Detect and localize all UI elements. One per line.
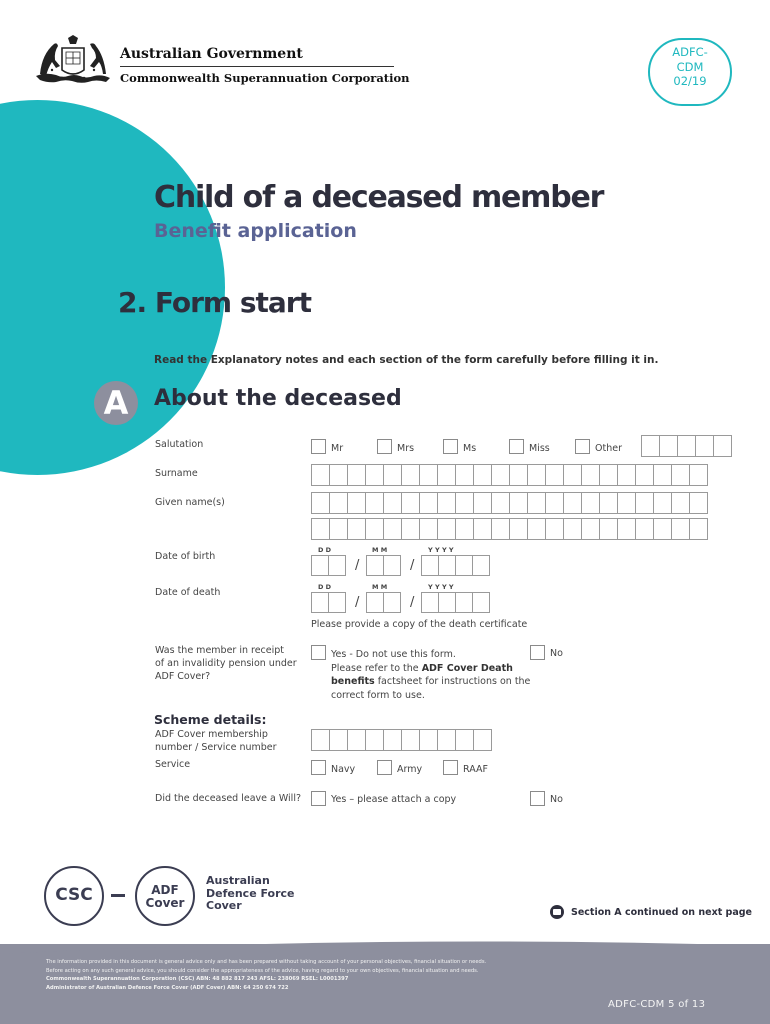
- character-box[interactable]: [455, 729, 474, 751]
- character-box[interactable]: [689, 464, 708, 486]
- section-badge: A: [94, 381, 138, 425]
- page-title: Child of a deceased member: [154, 180, 604, 215]
- character-box[interactable]: [329, 492, 348, 514]
- character-box[interactable]: [635, 518, 654, 540]
- coat-of-arms-icon: [32, 34, 114, 86]
- salutation-miss-checkbox[interactable]: [509, 439, 524, 454]
- character-box[interactable]: [473, 729, 492, 751]
- character-box[interactable]: [383, 492, 402, 514]
- character-box[interactable]: [563, 492, 582, 514]
- character-box[interactable]: [641, 435, 660, 457]
- dod-month-input[interactable]: [366, 592, 400, 613]
- character-box[interactable]: [401, 729, 420, 751]
- form-code-line: 02/19: [673, 74, 707, 88]
- dob-year-input[interactable]: [421, 555, 489, 576]
- service-army-label: Army: [397, 764, 423, 775]
- character-box[interactable]: [347, 492, 366, 514]
- character-box[interactable]: [545, 492, 564, 514]
- character-box[interactable]: [438, 555, 456, 576]
- continued-notice: [550, 905, 752, 919]
- character-box[interactable]: [311, 729, 330, 751]
- factsheet-link[interactable]: benefits: [331, 676, 375, 687]
- dod-day-hint: D D: [318, 583, 332, 591]
- invalidity-no-label: No: [550, 648, 563, 659]
- character-box[interactable]: [659, 435, 678, 457]
- character-box[interactable]: [383, 592, 401, 613]
- character-box[interactable]: [653, 464, 672, 486]
- character-box[interactable]: [527, 464, 546, 486]
- service-navy-label: Navy: [331, 764, 356, 775]
- character-box[interactable]: [473, 492, 492, 514]
- character-box[interactable]: [419, 492, 438, 514]
- character-box[interactable]: [421, 555, 439, 576]
- character-box[interactable]: [419, 464, 438, 486]
- dob-month-hint: M M: [372, 546, 388, 554]
- date-separator: /: [410, 558, 415, 573]
- character-box[interactable]: [455, 492, 474, 514]
- continued-text: Section A continued on next page: [571, 906, 753, 918]
- continue-arrow-icon: [550, 905, 564, 919]
- character-box[interactable]: [689, 518, 708, 540]
- character-box[interactable]: [437, 518, 456, 540]
- salutation-ms-checkbox[interactable]: [443, 439, 458, 454]
- character-box[interactable]: [366, 555, 384, 576]
- dod-day-input[interactable]: [311, 592, 345, 613]
- character-box[interactable]: [472, 555, 490, 576]
- note-text: correct form to use.: [331, 689, 425, 701]
- surname-label: Surname: [155, 468, 198, 479]
- character-box[interactable]: [599, 464, 618, 486]
- will-label: Did the deceased leave a Will?: [155, 793, 302, 804]
- character-box[interactable]: [365, 492, 384, 514]
- character-box[interactable]: [473, 464, 492, 486]
- character-box[interactable]: [328, 592, 346, 613]
- dod-label: Date of death: [155, 587, 221, 598]
- footer-wave: [0, 940, 770, 954]
- character-box[interactable]: [401, 492, 420, 514]
- character-box[interactable]: [347, 464, 366, 486]
- character-box[interactable]: [563, 518, 582, 540]
- invalidity-question-line: of an invalidity pension under: [155, 658, 297, 669]
- character-box[interactable]: [695, 435, 714, 457]
- dod-year-input[interactable]: [421, 592, 489, 613]
- will-yes-checkbox[interactable]: [311, 791, 326, 806]
- character-box[interactable]: [365, 464, 384, 486]
- character-box[interactable]: [473, 518, 492, 540]
- character-box[interactable]: [401, 464, 420, 486]
- adf-wordmark-line: Defence Force: [206, 886, 295, 900]
- salutation-label: Salutation: [155, 439, 204, 450]
- membership-label-line: number / Service number: [155, 742, 277, 753]
- character-box[interactable]: [421, 592, 439, 613]
- dob-day-hint: D D: [318, 546, 332, 554]
- character-box[interactable]: [311, 518, 330, 540]
- service-raaf-label: RAAF: [463, 764, 488, 775]
- instructions-text: Read the Explanatory notes and each section of the form carefully before filling it in.: [154, 354, 659, 366]
- salutation-mr-checkbox[interactable]: [311, 439, 326, 454]
- character-box[interactable]: [383, 555, 401, 576]
- character-box[interactable]: [617, 492, 636, 514]
- invalidity-yes-note: [331, 648, 530, 702]
- character-box[interactable]: [677, 435, 696, 457]
- character-box[interactable]: [383, 729, 402, 751]
- disclaimer: [46, 958, 486, 992]
- character-box[interactable]: [455, 555, 473, 576]
- invalidity-question-line: ADF Cover?: [155, 671, 211, 682]
- salutation-miss-label: Miss: [529, 443, 550, 454]
- character-box[interactable]: [311, 492, 330, 514]
- adf-cover-logo: [135, 866, 195, 926]
- form-code-line: CDM: [676, 59, 704, 74]
- form-code-line: ADFC-: [672, 45, 708, 59]
- character-box[interactable]: [509, 492, 528, 514]
- character-box[interactable]: [713, 435, 732, 457]
- character-box[interactable]: [328, 555, 346, 576]
- service-army-checkbox[interactable]: [377, 760, 392, 775]
- character-box[interactable]: [365, 729, 384, 751]
- invalidity-yes-checkbox[interactable]: [311, 645, 326, 660]
- service-label: Service: [155, 759, 191, 770]
- character-box[interactable]: [581, 518, 600, 540]
- adf-logo-line: Cover: [145, 896, 185, 910]
- salutation-mrs-label: Mrs: [397, 443, 415, 454]
- character-box[interactable]: [311, 464, 330, 486]
- death-certificate-note: Please provide a copy of the death certificate: [311, 619, 528, 630]
- character-box[interactable]: [472, 592, 490, 613]
- character-box[interactable]: [653, 492, 672, 514]
- dod-year-hint: Y Y Y Y: [428, 583, 454, 591]
- service-raaf-checkbox[interactable]: [443, 760, 458, 775]
- logo-divider: [111, 894, 125, 897]
- character-box[interactable]: [527, 518, 546, 540]
- form-code-badge: [648, 38, 732, 106]
- given-names-input-line-2[interactable]: [311, 518, 707, 540]
- invalidity-question-line: Was the member in receipt: [155, 645, 285, 656]
- invalidity-yes-label: Yes - Do not use this form.: [331, 649, 456, 660]
- character-box[interactable]: [563, 464, 582, 486]
- character-box[interactable]: [329, 464, 348, 486]
- header-divider: [120, 66, 394, 67]
- government-name: Australian Government: [120, 46, 303, 62]
- salutation-other-checkbox[interactable]: [575, 439, 590, 454]
- note-text: Please refer to the: [331, 662, 422, 674]
- date-separator: /: [410, 595, 415, 610]
- adf-details: Administrator of Australian Defence Force Cover (ADF Cover) ABN: 64 250 674 722: [46, 984, 289, 991]
- character-box[interactable]: [455, 518, 474, 540]
- character-box[interactable]: [383, 464, 402, 486]
- character-box[interactable]: [671, 464, 690, 486]
- factsheet-link[interactable]: ADF Cover Death: [421, 662, 513, 674]
- invalidity-no-checkbox[interactable]: [530, 645, 545, 660]
- given-names-label: Given name(s): [155, 497, 225, 508]
- dob-month-input[interactable]: [366, 555, 400, 576]
- date-separator: /: [355, 595, 360, 610]
- salutation-mrs-checkbox[interactable]: [377, 439, 392, 454]
- adf-wordmark-line: Cover: [206, 899, 242, 912]
- given-names-input-line-1[interactable]: [311, 492, 707, 514]
- character-box[interactable]: [455, 592, 473, 613]
- character-box[interactable]: [599, 518, 618, 540]
- character-box[interactable]: [509, 518, 528, 540]
- membership-label-line: ADF Cover membership: [155, 729, 268, 740]
- salutation-ms-label: Ms: [463, 443, 477, 454]
- csc-details: Commonwealth Superannuation Corporation (CSC) ABN: 48 882 817 243 AFSL: 238069 RSEL: L0001397: [46, 976, 349, 982]
- character-box[interactable]: [455, 464, 474, 486]
- disclaimer-line: The information provided in this document is general advice only and has been prepared without taking account of your personal objectives, financial situation or needs.: [46, 959, 487, 965]
- character-box[interactable]: [366, 592, 384, 613]
- character-box[interactable]: [527, 492, 546, 514]
- section-title: 2. Form start: [118, 286, 311, 319]
- character-box[interactable]: [581, 464, 600, 486]
- membership-number-input[interactable]: [311, 729, 491, 751]
- adf-logo-line: ADF: [151, 883, 179, 897]
- character-box[interactable]: [671, 518, 690, 540]
- will-no-label: No: [550, 794, 563, 805]
- character-box[interactable]: [419, 518, 438, 540]
- character-box[interactable]: [581, 492, 600, 514]
- service-navy-checkbox[interactable]: [311, 760, 326, 775]
- character-box[interactable]: [509, 464, 528, 486]
- character-box[interactable]: [311, 592, 329, 613]
- dob-label: Date of birth: [155, 551, 216, 562]
- character-box[interactable]: [653, 518, 672, 540]
- organisation-name: Commonwealth Superannuation Corporation: [120, 71, 410, 85]
- salutation-mr-label: Mr: [331, 443, 344, 454]
- character-box[interactable]: [329, 518, 348, 540]
- disclaimer-line: [46, 975, 486, 984]
- character-box[interactable]: [419, 729, 438, 751]
- character-box[interactable]: [329, 729, 348, 751]
- character-box[interactable]: [437, 492, 456, 514]
- character-box[interactable]: [491, 464, 510, 486]
- section-heading: About the deceased: [154, 386, 402, 411]
- date-separator: /: [355, 558, 360, 573]
- csc-logo: CSC: [44, 866, 104, 926]
- character-box[interactable]: [491, 518, 510, 540]
- surname-input[interactable]: [311, 464, 707, 486]
- page-number: ADFC-CDM 5 of 13: [608, 999, 706, 1010]
- character-box[interactable]: [617, 518, 636, 540]
- will-yes-label: Yes – please attach a copy: [331, 794, 457, 805]
- character-box[interactable]: [365, 518, 384, 540]
- dob-year-hint: Y Y Y Y: [428, 546, 454, 554]
- character-box[interactable]: [347, 518, 366, 540]
- disclaimer-line: Before acting on any such general advice, you should consider the appropriateness of the advice, having regard to your own objectives, financial situation and needs.: [46, 967, 479, 974]
- character-box[interactable]: [545, 464, 564, 486]
- scheme-details-heading: Scheme details:: [154, 712, 267, 727]
- dod-month-hint: M M: [372, 583, 388, 591]
- note-text: factsheet for instructions on the: [374, 676, 531, 687]
- character-box[interactable]: [635, 464, 654, 486]
- character-box[interactable]: [383, 518, 402, 540]
- will-no-checkbox[interactable]: [530, 791, 545, 806]
- character-box[interactable]: [437, 464, 456, 486]
- character-box[interactable]: [545, 518, 564, 540]
- character-box[interactable]: [347, 729, 366, 751]
- salutation-other-input[interactable]: [641, 435, 731, 457]
- character-box[interactable]: [311, 555, 329, 576]
- character-box[interactable]: [599, 492, 618, 514]
- character-box[interactable]: [617, 464, 636, 486]
- disclaimer-line: [46, 984, 486, 993]
- salutation-other-label: Other: [595, 443, 622, 454]
- character-box[interactable]: [438, 592, 456, 613]
- adf-cover-wordmark: [206, 875, 295, 913]
- character-box[interactable]: [491, 492, 510, 514]
- character-box[interactable]: [635, 492, 654, 514]
- page-subtitle: Benefit application: [154, 220, 357, 242]
- dob-day-input[interactable]: [311, 555, 345, 576]
- adf-wordmark-line: Australian: [206, 874, 270, 887]
- character-box[interactable]: [401, 518, 420, 540]
- character-box[interactable]: [437, 729, 456, 751]
- character-box[interactable]: [671, 492, 690, 514]
- page-footer: [0, 944, 770, 1024]
- character-box[interactable]: [689, 492, 708, 514]
